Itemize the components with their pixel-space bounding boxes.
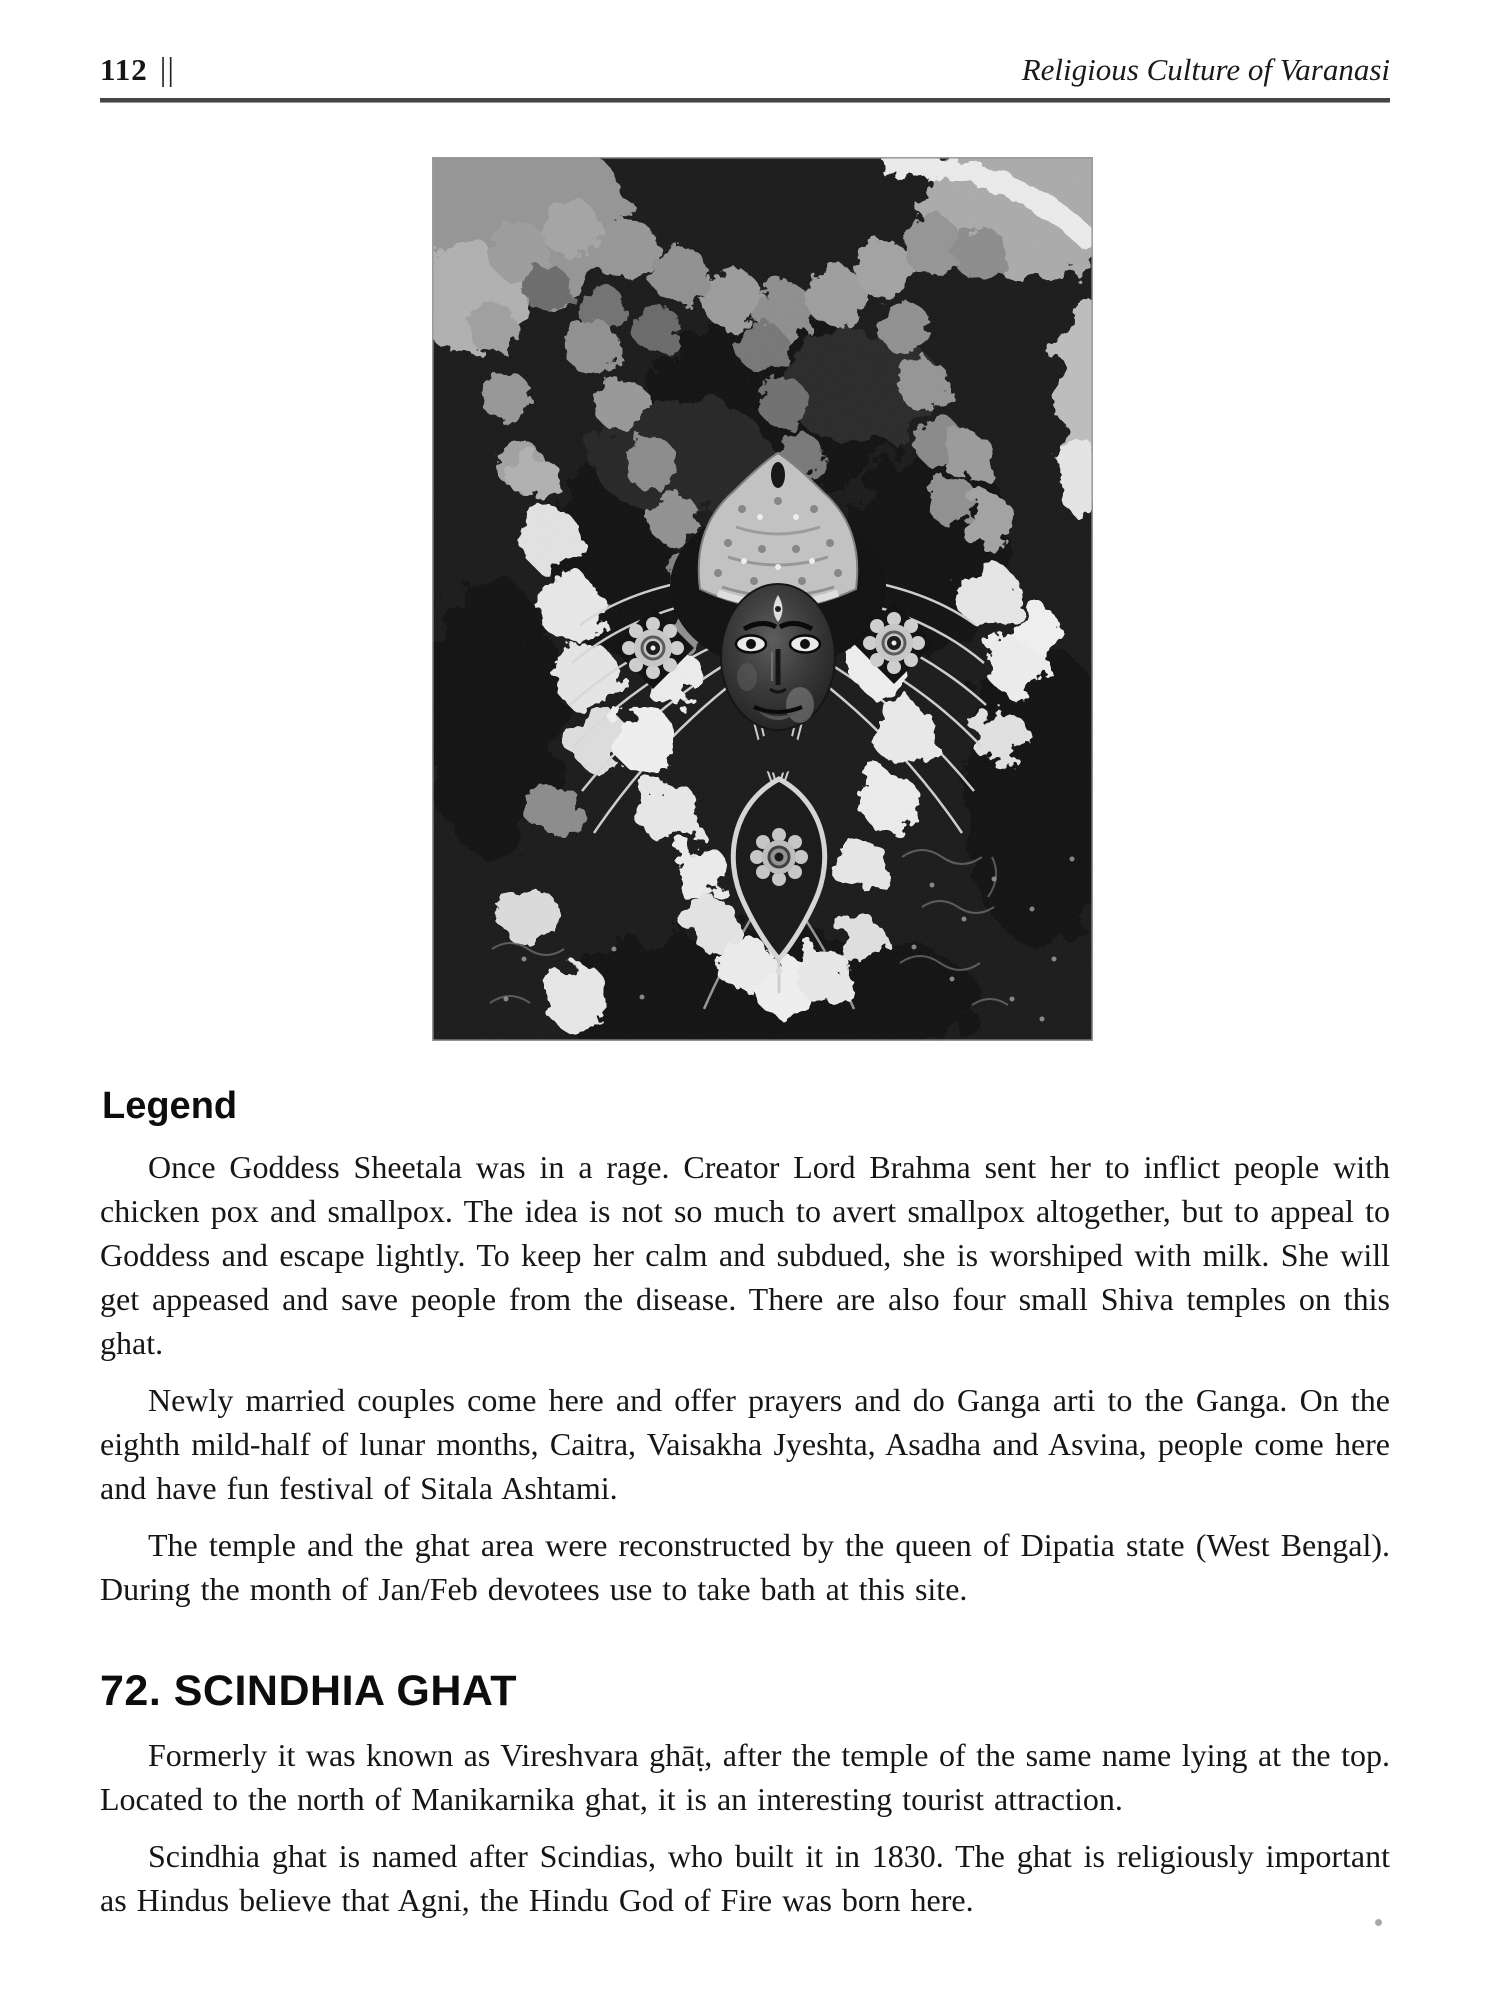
legend-paragraph-3: The temple and the ghat area were reconstructed by the queen of Dipatia state (West Bengal). During the month of Jan/Feb devotees use to take bath at this site. — [100, 1527, 1390, 1607]
legend-paragraph-2: Newly married couples come here and offer prayers and do Ganga arti to the Ganga. On the eighth mild-half of lunar months, Caitra, Vaisakha Jyeshta, Asadha and Asvina, people come here and have fun festival of Sitala Ashtami. — [100, 1382, 1390, 1506]
legend-heading: Legend — [102, 1085, 238, 1127]
section-paragraph-2: Scindhia ghat is named after Scindias, who built it in 1830. The ghat is religiously important as Hindus believe that Agni, the Hindu God of Fire was born here. — [100, 1838, 1390, 1918]
page-number-block — [100, 52, 175, 89]
section-paragraph-1: Formerly it was known as Vireshvara ghāṭ, after the temple of the same name lying at the top. Located to the north of Manikarnika ghat, it is an interesting tourist attraction. — [100, 1737, 1390, 1817]
running-title: Religious Culture of Varanasi — [1021, 52, 1390, 87]
legend-paragraph-1: Once Goddess Sheetala was in a rage. Creator Lord Brahma sent her to inflict people with chicken pox and smallpox. The idea is not so much to avert smallpox altogether, but to appeal to Goddess and escape lightly. To keep her calm and subdued, she is worshiped with milk. She will get appeased and save people from the disease. There are also four small Shiva temples on this ghat. — [100, 1149, 1390, 1361]
header-rule — [100, 98, 1390, 103]
page-number: 112 — [100, 52, 148, 87]
page-header — [100, 52, 1390, 89]
scan-artifact-dot — [1375, 1919, 1382, 1926]
section-heading: 72. SCINDHIA GHAT — [100, 1667, 518, 1715]
deity-photo-illustration — [432, 157, 1093, 1041]
header-separator: || — [159, 52, 176, 88]
deity-photo — [432, 157, 1093, 1041]
